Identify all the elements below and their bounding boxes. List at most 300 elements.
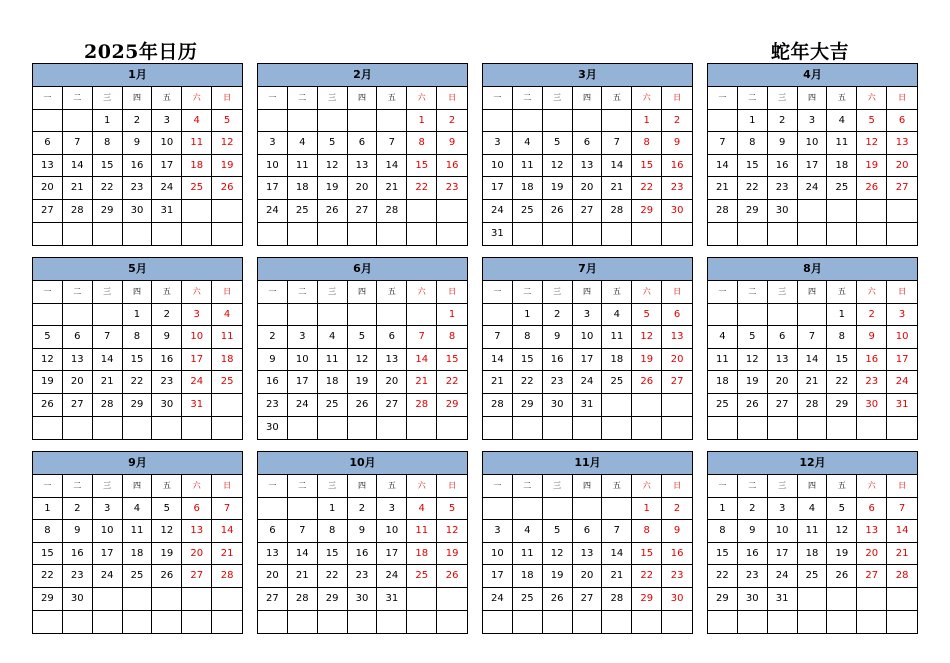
empty-cell (887, 417, 917, 440)
day-cell: 25 (288, 200, 318, 223)
day-cell: 23 (348, 565, 378, 588)
day-cell: 20 (768, 371, 798, 394)
day-cell: 16 (123, 155, 153, 178)
day-cell: 8 (708, 520, 738, 543)
empty-cell (182, 223, 212, 246)
day-cell: 3 (152, 110, 182, 133)
day-cell: 1 (93, 110, 123, 133)
day-cell: 3 (573, 304, 603, 327)
weekday-label: 三 (543, 281, 573, 304)
empty-cell (768, 223, 798, 246)
day-cell: 30 (123, 200, 153, 223)
weekday-label: 三 (543, 475, 573, 498)
day-cell: 3 (483, 132, 513, 155)
day-cell: 20 (33, 177, 63, 200)
weekday-label: 一 (483, 87, 513, 110)
day-cell: 5 (543, 520, 573, 543)
day-cell: 13 (63, 349, 93, 372)
empty-cell (407, 304, 437, 327)
month-title: 5月 (33, 258, 242, 281)
empty-cell (33, 110, 63, 133)
day-cell: 13 (768, 349, 798, 372)
day-cell: 26 (33, 394, 63, 417)
day-cell: 1 (513, 304, 543, 327)
month-grid (258, 281, 467, 439)
empty-cell (318, 417, 348, 440)
day-cell: 9 (63, 520, 93, 543)
day-cell: 2 (857, 304, 887, 327)
day-cell: 25 (513, 588, 543, 611)
empty-cell (348, 304, 378, 327)
day-cell: 8 (738, 132, 768, 155)
day-cell: 12 (212, 132, 242, 155)
day-cell: 17 (573, 349, 603, 372)
day-cell: 14 (63, 155, 93, 178)
empty-cell (258, 304, 288, 327)
day-cell: 14 (483, 349, 513, 372)
empty-cell (857, 417, 887, 440)
day-cell: 22 (437, 371, 467, 394)
month-grid (483, 281, 692, 439)
day-cell: 8 (632, 132, 662, 155)
weekday-label: 四 (123, 281, 153, 304)
weekday-label: 六 (407, 281, 437, 304)
day-cell: 28 (887, 565, 917, 588)
day-cell: 9 (152, 326, 182, 349)
empty-cell (123, 611, 153, 634)
day-cell: 29 (318, 588, 348, 611)
day-cell: 23 (662, 565, 692, 588)
day-cell: 21 (483, 371, 513, 394)
day-cell: 20 (258, 565, 288, 588)
day-cell: 5 (33, 326, 63, 349)
day-cell: 2 (123, 110, 153, 133)
empty-cell (182, 200, 212, 223)
empty-cell (768, 611, 798, 634)
empty-cell (437, 588, 467, 611)
day-cell: 16 (738, 543, 768, 566)
month-block (707, 63, 918, 246)
day-cell: 21 (93, 371, 123, 394)
day-cell: 18 (212, 349, 242, 372)
empty-cell (152, 223, 182, 246)
weekday-label: 一 (708, 87, 738, 110)
day-cell: 24 (258, 200, 288, 223)
day-cell: 21 (798, 371, 828, 394)
day-cell: 14 (377, 155, 407, 178)
day-cell: 1 (407, 110, 437, 133)
day-cell: 21 (602, 177, 632, 200)
weekday-label: 五 (152, 475, 182, 498)
weekday-label: 日 (212, 281, 242, 304)
empty-cell (212, 200, 242, 223)
weekday-label: 二 (288, 475, 318, 498)
day-cell: 15 (513, 349, 543, 372)
month-grid (483, 87, 692, 245)
day-cell: 8 (513, 326, 543, 349)
calendar-title: 2025年日历 (84, 41, 198, 63)
day-cell: 13 (377, 349, 407, 372)
day-cell: 26 (152, 565, 182, 588)
day-cell: 23 (258, 394, 288, 417)
weekday-label: 二 (63, 475, 93, 498)
day-cell: 26 (738, 394, 768, 417)
day-cell: 16 (63, 543, 93, 566)
day-cell: 29 (123, 394, 153, 417)
day-cell: 14 (708, 155, 738, 178)
day-cell: 4 (513, 132, 543, 155)
empty-cell (377, 611, 407, 634)
empty-cell (407, 588, 437, 611)
day-cell: 18 (182, 155, 212, 178)
weekday-label: 四 (123, 87, 153, 110)
month-title: 9月 (33, 452, 242, 475)
day-cell: 7 (708, 132, 738, 155)
day-cell: 26 (318, 200, 348, 223)
empty-cell (708, 417, 738, 440)
day-cell: 5 (318, 132, 348, 155)
day-cell: 18 (513, 177, 543, 200)
day-cell: 1 (708, 498, 738, 521)
day-cell: 28 (288, 588, 318, 611)
day-cell: 10 (798, 132, 828, 155)
empty-cell (152, 417, 182, 440)
day-cell: 28 (93, 394, 123, 417)
day-cell: 13 (348, 155, 378, 178)
day-cell: 15 (33, 543, 63, 566)
day-cell: 2 (152, 304, 182, 327)
weekday-label: 五 (377, 281, 407, 304)
weekday-label: 日 (437, 475, 467, 498)
day-cell: 11 (708, 349, 738, 372)
day-cell: 31 (377, 588, 407, 611)
empty-cell (857, 588, 887, 611)
day-cell: 2 (662, 110, 692, 133)
day-cell: 27 (258, 588, 288, 611)
day-cell: 20 (182, 543, 212, 566)
day-cell: 15 (123, 349, 153, 372)
day-cell: 20 (573, 177, 603, 200)
day-cell: 21 (288, 565, 318, 588)
empty-cell (123, 588, 153, 611)
day-cell: 4 (798, 498, 828, 521)
empty-cell (708, 611, 738, 634)
day-cell: 24 (483, 200, 513, 223)
day-cell: 4 (212, 304, 242, 327)
day-cell: 21 (407, 371, 437, 394)
day-cell: 27 (768, 394, 798, 417)
month-block (482, 451, 693, 634)
day-cell: 7 (887, 498, 917, 521)
day-cell: 20 (573, 565, 603, 588)
day-cell: 25 (708, 394, 738, 417)
empty-cell (513, 417, 543, 440)
empty-cell (602, 417, 632, 440)
day-cell: 11 (318, 349, 348, 372)
day-cell: 6 (857, 498, 887, 521)
weekday-label: 三 (93, 87, 123, 110)
day-cell: 1 (318, 498, 348, 521)
empty-cell (857, 611, 887, 634)
empty-cell (437, 223, 467, 246)
day-cell: 19 (152, 543, 182, 566)
day-cell: 23 (123, 177, 153, 200)
day-cell: 24 (887, 371, 917, 394)
empty-cell (33, 304, 63, 327)
day-cell: 31 (768, 588, 798, 611)
day-cell: 7 (377, 132, 407, 155)
day-cell: 8 (632, 520, 662, 543)
weekday-label: 日 (887, 475, 917, 498)
day-cell: 22 (318, 565, 348, 588)
empty-cell (798, 304, 828, 327)
month-title: 2月 (258, 64, 467, 87)
empty-cell (182, 611, 212, 634)
weekday-label: 二 (288, 87, 318, 110)
day-cell: 16 (152, 349, 182, 372)
day-cell: 15 (632, 543, 662, 566)
day-cell: 22 (632, 177, 662, 200)
day-cell: 7 (63, 132, 93, 155)
weekday-label: 六 (182, 475, 212, 498)
day-cell: 13 (573, 543, 603, 566)
day-cell: 26 (543, 200, 573, 223)
empty-cell (768, 304, 798, 327)
day-cell: 6 (33, 132, 63, 155)
day-cell: 24 (93, 565, 123, 588)
empty-cell (887, 588, 917, 611)
empty-cell (288, 417, 318, 440)
day-cell: 24 (377, 565, 407, 588)
day-cell: 3 (258, 132, 288, 155)
weekday-label: 四 (798, 281, 828, 304)
month-title: 4月 (708, 64, 917, 87)
empty-cell (288, 611, 318, 634)
month-block (482, 257, 693, 440)
empty-cell (212, 394, 242, 417)
day-cell: 22 (407, 177, 437, 200)
day-cell: 9 (768, 132, 798, 155)
day-cell: 12 (827, 520, 857, 543)
day-cell: 20 (377, 371, 407, 394)
day-cell: 23 (152, 371, 182, 394)
weekday-label: 四 (573, 281, 603, 304)
empty-cell (708, 223, 738, 246)
day-cell: 18 (407, 543, 437, 566)
empty-cell (288, 498, 318, 521)
month-grid (33, 475, 242, 633)
empty-cell (513, 498, 543, 521)
day-cell: 11 (288, 155, 318, 178)
empty-cell (93, 304, 123, 327)
day-cell: 9 (738, 520, 768, 543)
day-cell: 24 (483, 588, 513, 611)
empty-cell (632, 394, 662, 417)
day-cell: 11 (827, 132, 857, 155)
day-cell: 8 (827, 326, 857, 349)
day-cell: 27 (573, 588, 603, 611)
weekday-label: 二 (738, 475, 768, 498)
day-cell: 19 (33, 371, 63, 394)
weekday-label: 五 (602, 475, 632, 498)
weekday-label: 日 (437, 281, 467, 304)
day-cell: 9 (437, 132, 467, 155)
day-cell: 15 (93, 155, 123, 178)
day-cell: 31 (152, 200, 182, 223)
day-cell: 9 (543, 326, 573, 349)
day-cell: 10 (93, 520, 123, 543)
day-cell: 16 (662, 155, 692, 178)
weekday-label: 一 (33, 475, 63, 498)
day-cell: 30 (768, 200, 798, 223)
day-cell: 22 (93, 177, 123, 200)
month-grid (33, 281, 242, 439)
day-cell: 15 (318, 543, 348, 566)
day-cell: 4 (318, 326, 348, 349)
day-cell: 21 (602, 565, 632, 588)
day-cell: 6 (63, 326, 93, 349)
day-cell: 17 (377, 543, 407, 566)
day-cell: 13 (258, 543, 288, 566)
day-cell: 23 (662, 177, 692, 200)
day-cell: 30 (543, 394, 573, 417)
day-cell: 10 (887, 326, 917, 349)
day-cell: 22 (738, 177, 768, 200)
weekday-label: 五 (827, 281, 857, 304)
day-cell: 11 (798, 520, 828, 543)
day-cell: 27 (33, 200, 63, 223)
empty-cell (123, 417, 153, 440)
weekday-label: 三 (93, 281, 123, 304)
day-cell: 5 (437, 498, 467, 521)
day-cell: 19 (827, 543, 857, 566)
day-cell: 28 (212, 565, 242, 588)
day-cell: 13 (662, 326, 692, 349)
weekday-label: 五 (152, 87, 182, 110)
day-cell: 6 (573, 132, 603, 155)
day-cell: 6 (768, 326, 798, 349)
day-cell: 8 (318, 520, 348, 543)
day-cell: 26 (212, 177, 242, 200)
day-cell: 14 (602, 543, 632, 566)
day-cell: 15 (738, 155, 768, 178)
empty-cell (573, 223, 603, 246)
day-cell: 12 (437, 520, 467, 543)
day-cell: 16 (857, 349, 887, 372)
day-cell: 5 (212, 110, 242, 133)
day-cell: 9 (662, 132, 692, 155)
day-cell: 17 (258, 177, 288, 200)
day-cell: 1 (738, 110, 768, 133)
month-grid (483, 475, 692, 633)
empty-cell (573, 498, 603, 521)
weekday-label: 日 (437, 87, 467, 110)
day-cell: 19 (543, 565, 573, 588)
empty-cell (123, 223, 153, 246)
empty-cell (798, 417, 828, 440)
day-cell: 9 (258, 349, 288, 372)
day-cell: 21 (708, 177, 738, 200)
month-title: 12月 (708, 452, 917, 475)
day-cell: 6 (377, 326, 407, 349)
day-cell: 13 (887, 132, 917, 155)
empty-cell (543, 417, 573, 440)
day-cell: 4 (708, 326, 738, 349)
day-cell: 7 (212, 498, 242, 521)
empty-cell (377, 304, 407, 327)
day-cell: 25 (407, 565, 437, 588)
weekday-label: 三 (768, 475, 798, 498)
day-cell: 23 (437, 177, 467, 200)
day-cell: 3 (887, 304, 917, 327)
day-cell: 29 (33, 588, 63, 611)
day-cell: 1 (33, 498, 63, 521)
day-cell: 18 (708, 371, 738, 394)
weekday-label: 日 (662, 281, 692, 304)
empty-cell (152, 588, 182, 611)
weekday-label: 五 (602, 87, 632, 110)
day-cell: 28 (602, 588, 632, 611)
day-cell: 3 (483, 520, 513, 543)
empty-cell (573, 611, 603, 634)
empty-cell (407, 417, 437, 440)
day-cell: 12 (738, 349, 768, 372)
month-title: 7月 (483, 258, 692, 281)
day-cell: 24 (288, 394, 318, 417)
day-cell: 30 (738, 588, 768, 611)
day-cell: 21 (377, 177, 407, 200)
weekday-label: 一 (258, 87, 288, 110)
day-cell: 6 (573, 520, 603, 543)
day-cell: 25 (318, 394, 348, 417)
day-cell: 8 (437, 326, 467, 349)
day-cell: 24 (182, 371, 212, 394)
day-cell: 12 (318, 155, 348, 178)
day-cell: 15 (437, 349, 467, 372)
empty-cell (437, 200, 467, 223)
weekday-label: 日 (662, 475, 692, 498)
day-cell: 28 (63, 200, 93, 223)
day-cell: 22 (513, 371, 543, 394)
empty-cell (407, 200, 437, 223)
day-cell: 9 (857, 326, 887, 349)
empty-cell (632, 611, 662, 634)
weekday-label: 六 (857, 281, 887, 304)
day-cell: 26 (543, 588, 573, 611)
weekday-label: 五 (827, 87, 857, 110)
day-cell: 14 (407, 349, 437, 372)
empty-cell (768, 417, 798, 440)
day-cell: 19 (437, 543, 467, 566)
month-grid (33, 87, 242, 245)
weekday-label: 日 (212, 475, 242, 498)
day-cell: 17 (288, 371, 318, 394)
day-cell: 22 (632, 565, 662, 588)
day-cell: 24 (573, 371, 603, 394)
month-grid (258, 475, 467, 633)
month-grid (708, 475, 917, 633)
weekday-label: 三 (318, 87, 348, 110)
empty-cell (887, 223, 917, 246)
day-cell: 20 (63, 371, 93, 394)
day-cell: 2 (63, 498, 93, 521)
empty-cell (258, 110, 288, 133)
day-cell: 23 (768, 177, 798, 200)
day-cell: 16 (543, 349, 573, 372)
weekday-label: 三 (318, 281, 348, 304)
day-cell: 25 (798, 565, 828, 588)
day-cell: 2 (258, 326, 288, 349)
